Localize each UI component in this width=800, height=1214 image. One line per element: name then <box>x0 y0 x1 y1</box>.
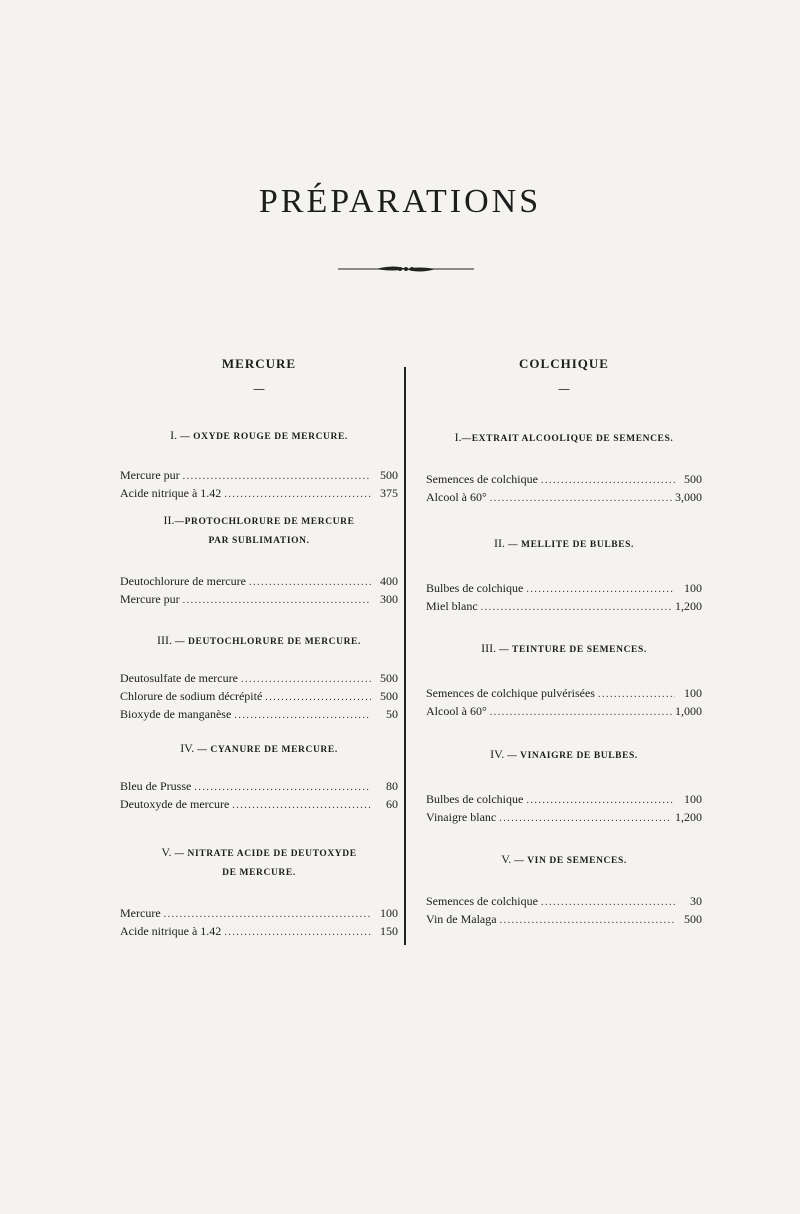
ingredient-list <box>120 778 398 814</box>
ingredient-list <box>426 471 702 507</box>
ingredient-row: Vinaigre blanc ..... 1,200 <box>426 809 702 827</box>
preparation-colchique-1 <box>426 428 702 507</box>
ingredient-row: Semences de colchique pulvérisées ..... 100 <box>426 685 702 703</box>
column-mercure <box>120 356 398 938</box>
preparation-mercure-5 <box>120 843 398 941</box>
ingredient-row: Mercure pur ..... 300 <box>120 591 398 609</box>
ingredient-list <box>120 670 398 724</box>
ingredient-row: Bleu de Prusse ..... 80 <box>120 778 398 796</box>
preparation-title: V. — VIN DE SEMENCES. <box>501 852 627 866</box>
ingredient-list <box>426 893 702 929</box>
preparation-title: III. — TEINTURE DE SEMENCES. <box>481 641 647 655</box>
ingredient-row: Semences de colchique ..... 30 <box>426 893 702 911</box>
preparation-title: III. — DEUTOCHLORURE DE MERCURE. <box>157 633 361 647</box>
ingredient-row: Vin de Malaga ..... 500 <box>426 911 702 929</box>
ingredient-row: Mercure ..... 100 <box>120 905 398 923</box>
preparation-colchique-4 <box>426 745 702 827</box>
preparation-title: I.—EXTRAIT ALCOOLIQUE DE SEMENCES. <box>454 430 674 444</box>
ingredient-row: Bulbes de colchique ..... 100 <box>426 791 702 809</box>
ingredient-list <box>426 580 702 616</box>
ingredient-row: Deutochlorure de mercure ..... 400 <box>120 573 398 591</box>
preparation-colchique-5 <box>426 850 702 929</box>
ingredient-list <box>426 685 702 721</box>
ingredient-row: Bulbes de colchique ..... 100 <box>426 580 702 598</box>
ingredient-row: Semences de colchique ..... 500 <box>426 471 702 489</box>
title-ornament-icon <box>338 262 474 276</box>
preparation-mercure-2 <box>120 511 398 609</box>
preparation-title: II. — MELLITE DE BULBES. <box>493 536 635 550</box>
preparation-title: IV. — VINAIGRE DE BULBES. <box>490 747 638 761</box>
ingredient-row: Alcool à 60° ..... 1,000 <box>426 703 702 721</box>
preparation-mercure-4 <box>120 739 398 814</box>
preparation-title: V. — NITRATE ACIDE DE DEUTOXYDE DE MERCURE. <box>161 845 357 878</box>
preparation-mercure-1 <box>120 426 398 503</box>
column-heading-mercure: MERCURE <box>221 356 297 371</box>
ingredient-row: Deutosulfate de mercure ..... 500 <box>120 670 398 688</box>
preparation-colchique-3 <box>426 639 702 721</box>
ingredient-row: Chlorure de sodium décrépité ..... 500 <box>120 688 398 706</box>
preparation-mercure-3 <box>120 631 398 724</box>
column-colchique <box>426 356 702 926</box>
ingredient-list <box>120 573 398 609</box>
ingredient-row: Mercure pur ..... 500 <box>120 467 398 485</box>
ingredient-row: Alcool à 60° ..... 3,000 <box>426 489 702 507</box>
column-heading-colchique: COLCHIQUE <box>519 356 609 371</box>
ingredient-list <box>120 467 398 503</box>
ingredient-row: Acide nitrique à 1.42 ..... 150 <box>120 923 398 941</box>
ingredient-row: Deutoxyde de mercure ..... 60 <box>120 796 398 814</box>
ingredient-row: Bioxyde de manganèse ..... 50 <box>120 706 398 724</box>
column-dash: — <box>253 382 265 396</box>
ingredient-row: Miel blanc ..... 1,200 <box>426 598 702 616</box>
preparation-colchique-2 <box>426 534 702 616</box>
ingredient-list <box>426 791 702 827</box>
ingredient-list <box>120 905 398 941</box>
column-dash: — <box>558 382 570 396</box>
page-title: PRÉPARATIONS <box>258 182 542 220</box>
preparation-title: IV. — CYANURE DE MERCURE. <box>180 741 338 755</box>
preparation-title: I. — OXYDE ROUGE DE MERCURE. <box>170 428 348 442</box>
ingredient-row: Acide nitrique à 1.42 ..... 375 <box>120 485 398 503</box>
preparation-title: II.—PROTOCHLORURE DE MERCURE PAR SUBLIMATION. <box>163 513 355 546</box>
column-divider <box>404 367 406 945</box>
